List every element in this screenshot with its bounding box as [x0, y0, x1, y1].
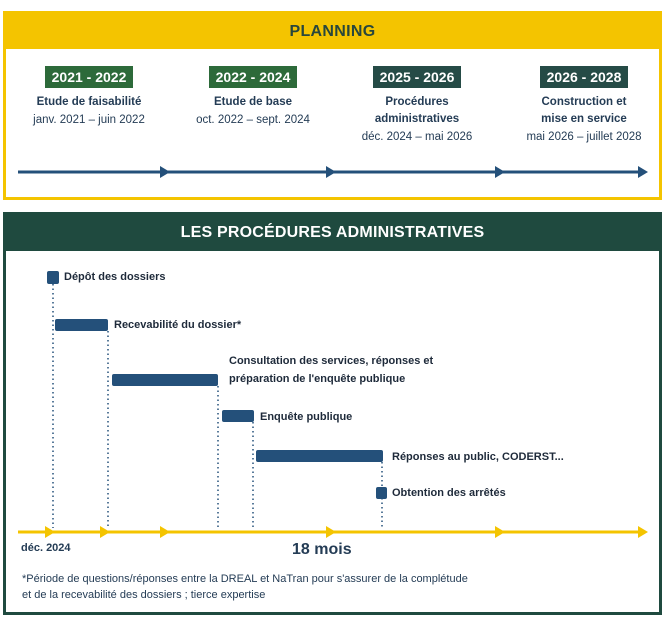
- phase-1-dates: janv. 2021 – juin 2022: [33, 114, 145, 126]
- bar-enquete-publique: [222, 410, 254, 422]
- procedures-title: LES PROCÉDURES ADMINISTRATIVES: [180, 224, 485, 241]
- phase-4-name-line1: Construction et: [541, 96, 627, 108]
- planning-arrowhead-1: [160, 166, 170, 178]
- proc-arrowhead-3: [160, 526, 170, 538]
- phase-2-name: Etude de base: [214, 96, 292, 108]
- bar-recevabilite: [55, 319, 108, 331]
- footnote-line1: *Période de questions/réponses entre la DREAL et NaTran pour s'assurer de la complétude: [22, 573, 468, 585]
- planning-arrowhead-2: [326, 166, 336, 178]
- step-label-reponses: Réponses au public, CODERST...: [392, 451, 564, 463]
- phase-4-name-line2: mise en service: [541, 113, 627, 125]
- proc-arrowhead-5: [495, 526, 505, 538]
- planning-title: PLANNING: [289, 22, 376, 40]
- phase-3-name-line1: Procédures: [385, 96, 449, 108]
- timeline-start-label: déc. 2024: [21, 542, 71, 554]
- phase-4-dates: mai 2026 – juillet 2028: [526, 131, 642, 143]
- proc-arrowhead-2: [100, 526, 110, 538]
- bar-obtention-arretes: [376, 487, 387, 499]
- step-label-recevabilite: Recevabilité du dossier*: [114, 319, 242, 331]
- phase-4-years: 2026 - 2028: [540, 66, 629, 88]
- planning-arrowhead-4: [638, 166, 648, 178]
- proc-arrowhead-6: [638, 526, 648, 538]
- phase-1-name: Etude de faisabilité: [36, 96, 142, 108]
- bar-depot-dossiers: [47, 271, 59, 284]
- step-label-obtention: Obtention des arrêtés: [392, 487, 506, 499]
- footnote-line2: et de la recevabilité des dossiers ; tierce expertise: [22, 589, 266, 601]
- phase-3-dates: déc. 2024 – mai 2026: [361, 131, 473, 143]
- phase-3-years: 2025 - 2026: [373, 66, 462, 88]
- proc-arrowhead-4: [326, 526, 336, 538]
- phase-1-years: 2021 - 2022: [45, 66, 134, 88]
- step-label-depot: Dépôt des dossiers: [64, 271, 166, 283]
- step-label-consultation: [229, 352, 433, 388]
- phase-2-dates: oct. 2022 – sept. 2024: [196, 114, 310, 126]
- planning-timeline: [18, 166, 648, 178]
- phase-3-name-line2: administratives: [374, 113, 460, 125]
- duration-label: 18 mois: [292, 541, 352, 558]
- bar-consultation: [112, 374, 218, 386]
- planning-arrowhead-3: [495, 166, 505, 178]
- step-label-consultation-line2: préparation de l'enquête publique: [229, 373, 406, 385]
- step-label-consultation-line1: Consultation des services, réponses et: [229, 355, 434, 367]
- phase-2-years: 2022 - 2024: [209, 66, 298, 88]
- procedures-timeline: [18, 526, 648, 538]
- bar-reponses-public: [256, 450, 383, 462]
- step-label-enquete: Enquête publique: [260, 411, 353, 423]
- footnote: [22, 571, 622, 603]
